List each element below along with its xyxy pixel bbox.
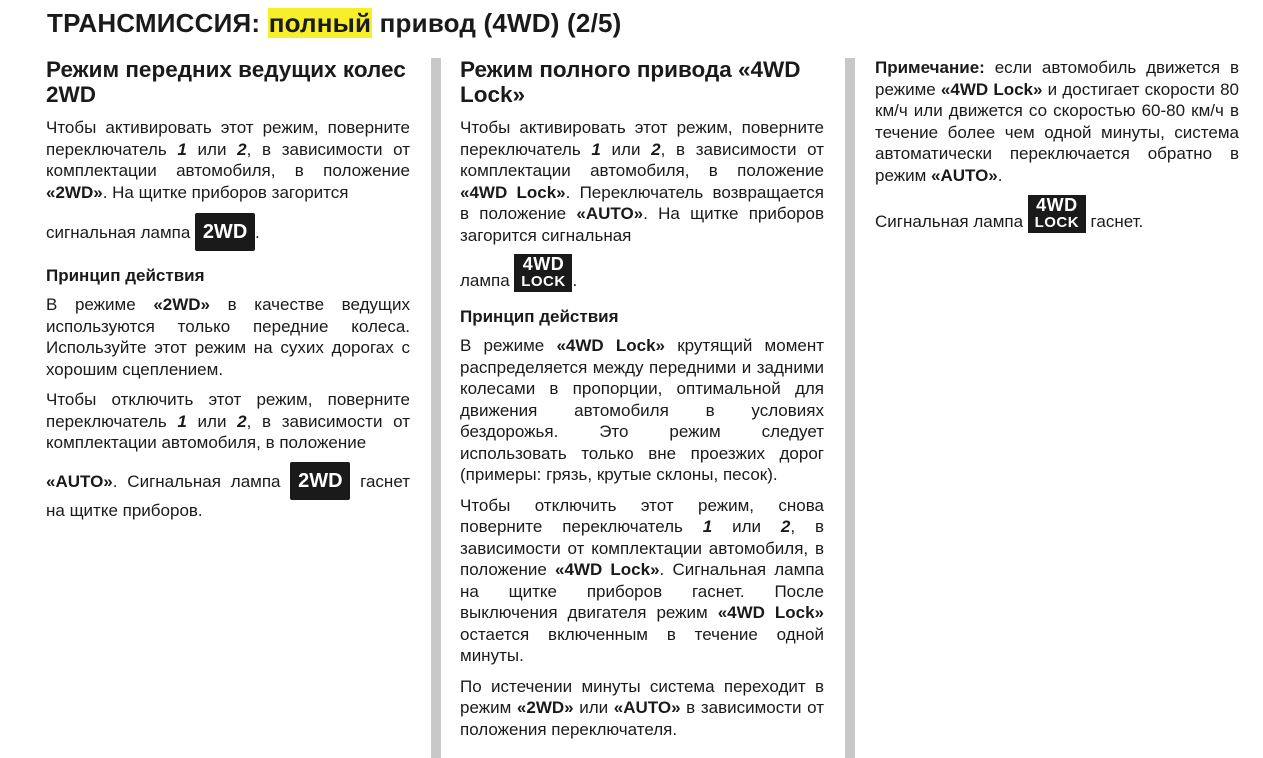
heading-2wd-mode: Режим передних ведущих колес 2WD	[46, 57, 406, 107]
subheading-principle: Принцип действия	[46, 266, 205, 285]
note-label: Примечание:	[875, 58, 985, 77]
heading-4wd-lock-mode: Режим полного привода «4WD Lock»	[460, 57, 801, 107]
4wd-lock-indicator-icon: 4WD LOCK	[514, 254, 572, 292]
2wd-indicator-icon: 2WD	[290, 462, 350, 500]
paragraph-2wd-activate: Чтобы активировать этот режим, поверните переключатель 1 или 2, в зависимости от комплектации автомобиля, в положение «2WD». На щитке приборов загорится сигнальная лампа 2WD .	[46, 117, 410, 251]
paragraph-4wd-deactivate: Чтобы отключить этот режим, снова поверните переключатель 1 или 2, в зависимости от комплектации автомобиля, в положение «4WD Lock». Сигнальная лампа на щитке приборов гаснет. После выключения двигателя режим «4WD Lock» остается включенным в течение одной минуты.	[460, 495, 825, 665]
page-title	[47, 8, 622, 39]
title-suffix: привод (4WD) (2/5)	[372, 8, 622, 38]
title-prefix: ТРАНСМИССИЯ:	[47, 8, 268, 38]
paragraph-4wd-activate: Чтобы активировать этот режим, поверните переключатель 1 или 2, в зависимости от комплектации автомобиля, в положение «4WD Lock». Переключатель возвращается в положение «AUTO». На щитке приборов загорится сигнальная лампа 4WD LOCK .	[460, 118, 825, 290]
paragraph-2wd-principle: В режиме «2WD» в качестве ведущих используются только передние колеса. Используйте этот режим на сухих дорогах с хорошим сцеплением.	[46, 295, 410, 379]
title-highlight: полный	[268, 8, 372, 38]
paragraph-4wd-principle: В режиме «4WD Lock» крутящий момент распределяется между передними и задними колесами в пропорции, оптимальной для движения автомобиля в условиях бездорожья. Это режим следует использовать только вне проезжих дорог (примеры: грязь, крутые склоны, песок).	[460, 336, 825, 484]
paragraph-note-lamp: Сигнальная лампа 4WD LOCK гаснет.	[875, 195, 1144, 231]
paragraph-2wd-deactivate: Чтобы отключить этот режим, поверните переключатель 1 или 2, в зависимости от комплектации автомобиля, в положение «AUTO». Сигнальная лампа 2WD гаснет на щитке приборов.	[46, 390, 411, 520]
subheading-principle: Принцип действия	[460, 307, 619, 326]
column-2wd	[46, 57, 410, 530]
paragraph-note: Примечание: если автомобиль движется в режиме «4WD Lock» и достигает скорости 80 км/ч или движется со скоростью 60-80 км/ч в течение более чем одной минуты, система автоматически переключается обратно в режим «AUTO».	[875, 58, 1240, 185]
column-divider-right	[845, 58, 855, 758]
paragraph-4wd-timeout: По истечении минуты система переходит в режим «2WD» или «AUTO» в зависимости от положения переключателя.	[460, 676, 825, 739]
column-note	[875, 57, 1239, 242]
column-4wd-lock	[460, 57, 824, 749]
4wd-lock-indicator-icon: 4WD LOCK	[1028, 195, 1086, 233]
2wd-indicator-icon: 2WD	[195, 213, 255, 251]
column-divider-left	[431, 58, 441, 758]
